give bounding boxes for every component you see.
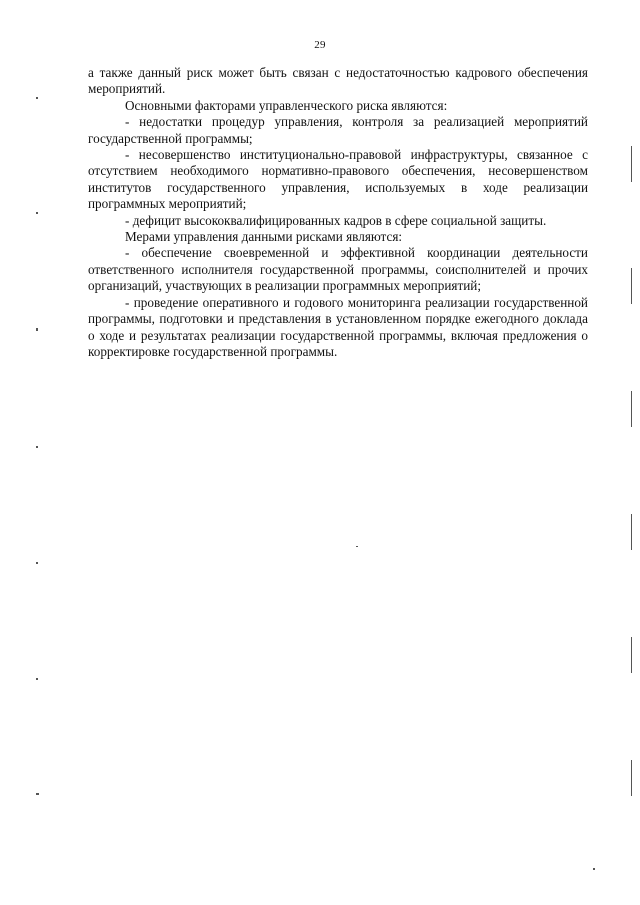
scan-artifact xyxy=(593,868,595,870)
scan-artifact xyxy=(356,546,358,547)
scan-artifact xyxy=(631,146,632,182)
paragraph: - проведение оперативного и годового мониторинга реализации государственной программы, подготовки и представления в установленном порядке ежегодного доклада о ходе и результатах реализации государственной программы, включая предложения о корректировке государственной программы. xyxy=(88,294,588,359)
scan-artifact xyxy=(36,678,38,680)
scan-artifact xyxy=(631,514,632,550)
scan-artifact xyxy=(631,760,632,796)
scan-artifact xyxy=(36,446,38,448)
page-number: 29 xyxy=(314,39,326,51)
scan-artifact xyxy=(36,212,38,214)
paragraph: - недостатки процедур управления, контроля за реализацией мероприятий государственной программы; xyxy=(88,114,588,146)
paragraph: а также данный риск может быть связан с недостаточностью кадрового обеспечения мероприятий. xyxy=(88,65,588,97)
scan-artifact xyxy=(36,793,39,795)
scan-artifact xyxy=(36,97,38,99)
scan-artifact xyxy=(36,328,38,331)
paragraph: - несовершенство институционально-правовой инфраструктуры, связанное с отсутствием необходимого нормативно-правового обеспечения, несовершенством институтов государственного управления, используемых в ходе реализации программных мероприятий; xyxy=(88,147,588,212)
paragraph: Основными факторами управленческого риска являются: xyxy=(125,97,448,113)
scan-artifact xyxy=(631,268,632,304)
paragraph: - дефицит высококвалифицированных кадров в сфере социальной защиты. xyxy=(125,212,547,228)
scan-artifact xyxy=(631,637,632,673)
paragraph: - обеспечение своевременной и эффективной координации деятельности ответственного исполнителя государственной программы, соисполнителей и прочих организаций, участвующих в реализации программных мероприятий; xyxy=(88,245,588,294)
scan-artifact xyxy=(631,391,632,427)
body-text xyxy=(88,65,588,360)
paragraph: Мерами управления данными рисками являются: xyxy=(125,229,403,245)
scan-artifact xyxy=(36,562,38,564)
